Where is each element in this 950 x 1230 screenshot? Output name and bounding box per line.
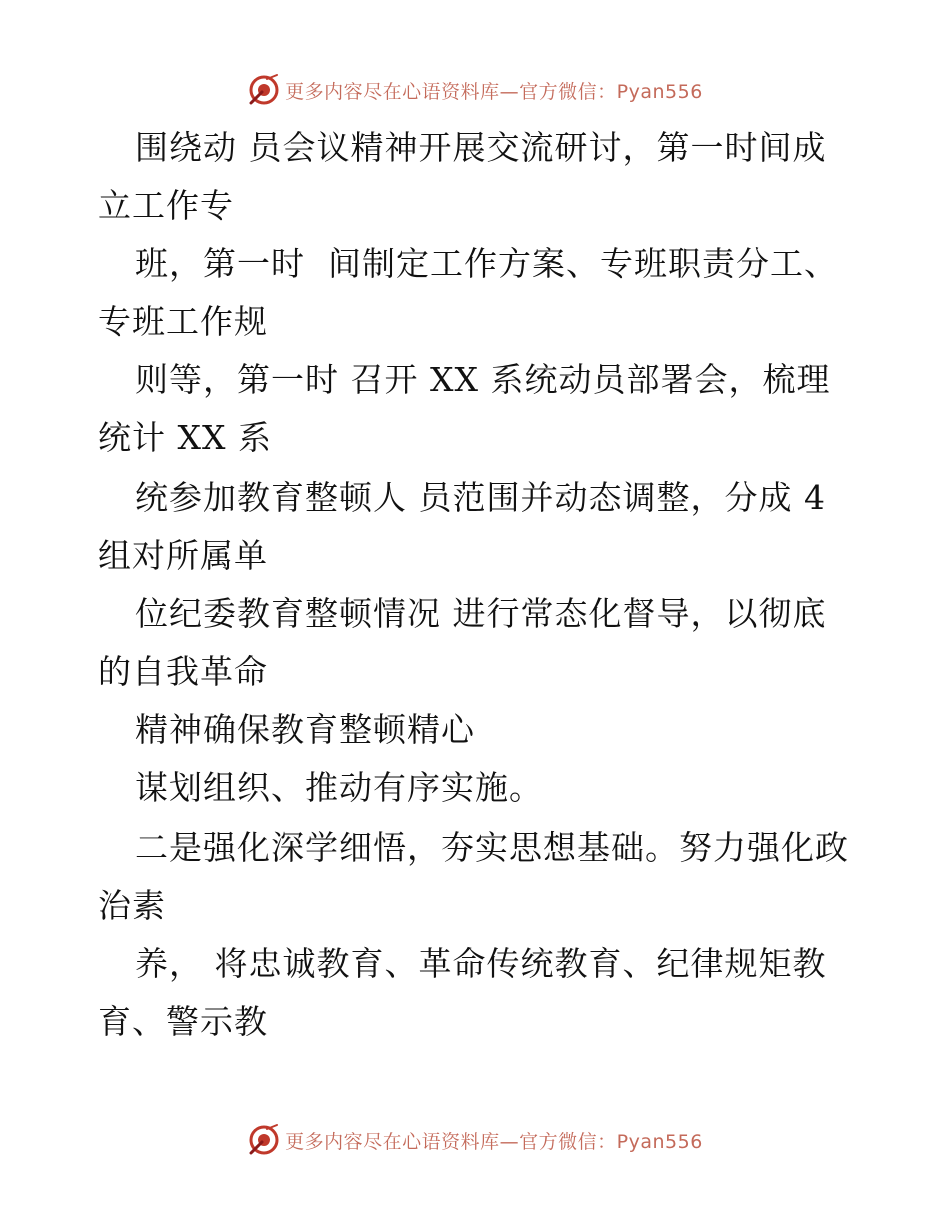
footer-banner-text: 更多内容尽在心语资料库—官方微信：Pyan556 bbox=[285, 1130, 703, 1153]
body-line: 谋划组织、推动有序实施。 bbox=[135, 768, 543, 807]
body-line: 二是强化深学细悟，夯实思想基础。努力强化政 bbox=[135, 828, 849, 867]
body-line: 则等，第一时 召开 XX 系统动员部署会，梳理 bbox=[135, 360, 831, 399]
body-line: 位纪委教育整顿情况 进行常态化督导，以彻底 bbox=[135, 594, 827, 633]
body-line: 围绕动 员会议精神开展交流研讨，第一时间成 bbox=[135, 128, 827, 167]
body-line: 养， 将忠诚教育、革命传统教育、纪律规矩教 bbox=[135, 944, 827, 983]
body-line: 组对所属单 bbox=[98, 536, 268, 575]
body-line: 统计 XX 系 bbox=[98, 418, 272, 457]
pen-circle-logo-icon bbox=[247, 73, 281, 107]
body-line: 立工作专 bbox=[98, 186, 234, 225]
header-banner-text: 更多内容尽在心语资料库—官方微信：Pyan556 bbox=[285, 80, 703, 103]
body-line: 的自我革命 bbox=[98, 652, 268, 691]
footer-banner bbox=[0, 1120, 950, 1160]
body-line: 统参加教育整顿人 员范围并动态调整，分成 4 bbox=[135, 478, 826, 517]
body-line: 精神确保教育整顿精心 bbox=[135, 710, 475, 749]
body-line: 专班工作规 bbox=[98, 302, 268, 341]
pen-circle-logo-icon bbox=[247, 1123, 281, 1157]
body-line: 班，第一时 间制定工作方案、专班职责分工、 bbox=[135, 244, 838, 283]
header-banner bbox=[0, 70, 950, 110]
body-line: 治素 bbox=[98, 886, 166, 925]
body-line: 育、警示教 bbox=[98, 1002, 268, 1041]
